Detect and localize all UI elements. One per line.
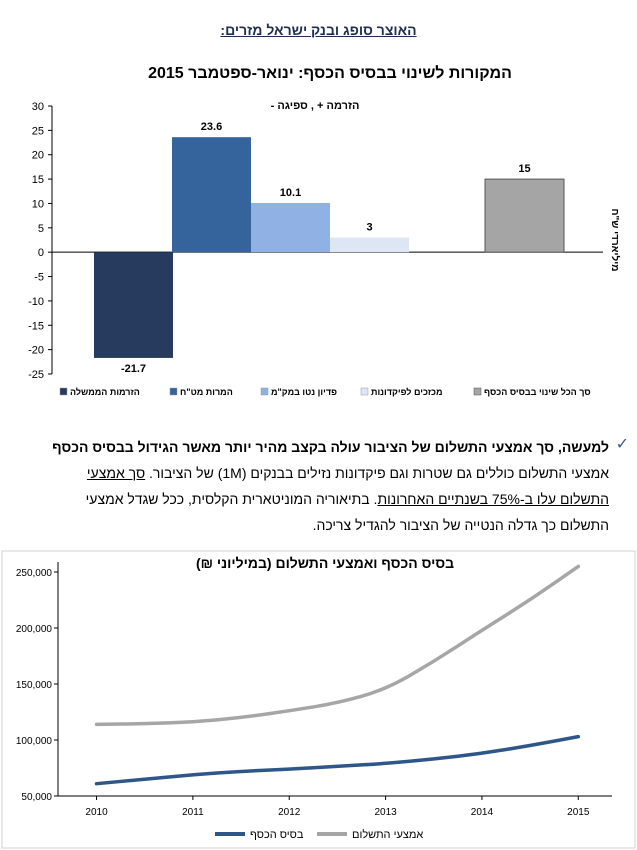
line-chart (0, 550, 637, 850)
bar-y-tick-label: -10 (28, 295, 44, 308)
paragraph-line-3-a: התשלום עלו ב-75% בשנתיים האחרונות (377, 491, 609, 507)
line-y-tick-label: 50,000 (21, 792, 52, 803)
line-series (97, 566, 579, 724)
bar-data-label: 15 (518, 163, 531, 176)
bar-data-label: -21.7 (120, 362, 147, 375)
bar-y-tick-label: -20 (28, 344, 44, 357)
paragraph-line-3 (0, 486, 637, 512)
bar-chart-subtitle: הזרמה + , ספיגה - (270, 100, 360, 112)
bar-data-label: 10.1 (279, 186, 302, 199)
bar-y-tick-label: 25 (31, 125, 44, 138)
line-x-tick-label: 2014 (470, 807, 494, 818)
line-y-tick-label: 250,000 (15, 568, 52, 579)
bar-y-tick-label: 0 (37, 247, 44, 260)
paragraph-line-2-b: סך אמצעי (86, 465, 146, 481)
bar-y-tick-label: -25 (28, 369, 44, 381)
line-legend-label: אמצעי התשלום (352, 829, 424, 841)
bar-legend-swatch (261, 388, 268, 395)
body-paragraph (0, 434, 637, 538)
bar-y-tick-label: 5 (37, 222, 44, 235)
bar-y-tick-label: -5 (34, 271, 44, 284)
line-legend-label: בסיס הכסף (250, 829, 304, 841)
page-heading: האוצר סופג ובנק ישראל מזרים: (220, 22, 417, 38)
bar-y-tick-label: 10 (31, 198, 44, 211)
bar-y-tick-label: -15 (28, 320, 44, 333)
paragraph-line-2-a: אמצעי התשלום כוללים גם שטרות וגם פיקדונות נזילים בבנקים (1M) של הציבור. (145, 465, 609, 481)
paragraph-line-4: התשלום כך גדלה הנטייה של הציבור להגדיל צריכה. (312, 517, 609, 533)
bar-chart-title: המקורות לשינוי בבסיס הכסף: ינואר-ספטמבר 2015 (148, 65, 512, 82)
line-x-tick-label: 2015 (567, 807, 590, 818)
bar-data-label: 23.6 (200, 121, 223, 134)
bar-legend-swatch (60, 388, 67, 395)
bar-legend-label: סך הכל שינוי בבסיס הכסף (484, 387, 591, 397)
line-chart-title: בסיס הכסף ואמצעי התשלום (במיליוני ₪) (195, 555, 455, 571)
bar-chart (0, 0, 637, 410)
paragraph-line-1: למעשה, סך אמצעי התשלום של הציבור עולה בקצב מהיר יותר מאשר הגידול בבסיס הכסף (52, 439, 609, 455)
line-y-tick-label: 150,000 (15, 680, 52, 691)
bar-legend-label: הזרמות הממשלה (70, 387, 140, 397)
paragraph-line-3-b: . בתיאוריה המוניטארית הקלסית, ככל שגדל אמצעי (85, 491, 378, 507)
line-y-tick-label: 200,000 (15, 624, 52, 635)
bar-data-label: 3 (366, 221, 373, 234)
bar-legend-swatch (170, 388, 177, 395)
line-x-tick-label: 2010 (85, 807, 108, 818)
line-y-tick-label: 100,000 (15, 736, 52, 747)
line-x-tick-label: 2012 (278, 807, 301, 818)
bar-legend-label: מכזכים לפיקדונות (371, 387, 443, 397)
bar-y-tick-label: 20 (31, 149, 44, 162)
bar (251, 203, 330, 252)
bar-legend-label: המרות מט"ח (180, 387, 233, 397)
bar (94, 252, 173, 358)
bar (485, 179, 564, 252)
bar (330, 238, 409, 253)
bar-legend-swatch (361, 388, 368, 395)
line-x-tick-label: 2011 (182, 807, 204, 818)
bar (172, 137, 251, 252)
line-x-tick-label: 2013 (374, 807, 397, 818)
bar-legend-swatch (474, 388, 481, 395)
bar-y-tick-label: 30 (31, 101, 44, 113)
bar-legend-label: פדיון נטו במק"מ (271, 387, 337, 397)
paragraph-line-2 (0, 460, 637, 486)
checkmark-icon: ✓ (615, 436, 629, 453)
line-series (97, 737, 579, 784)
bar-y-tick-label: 15 (31, 174, 44, 187)
bar-chart-ylabel: מיליארדי ש"ח (609, 208, 620, 272)
